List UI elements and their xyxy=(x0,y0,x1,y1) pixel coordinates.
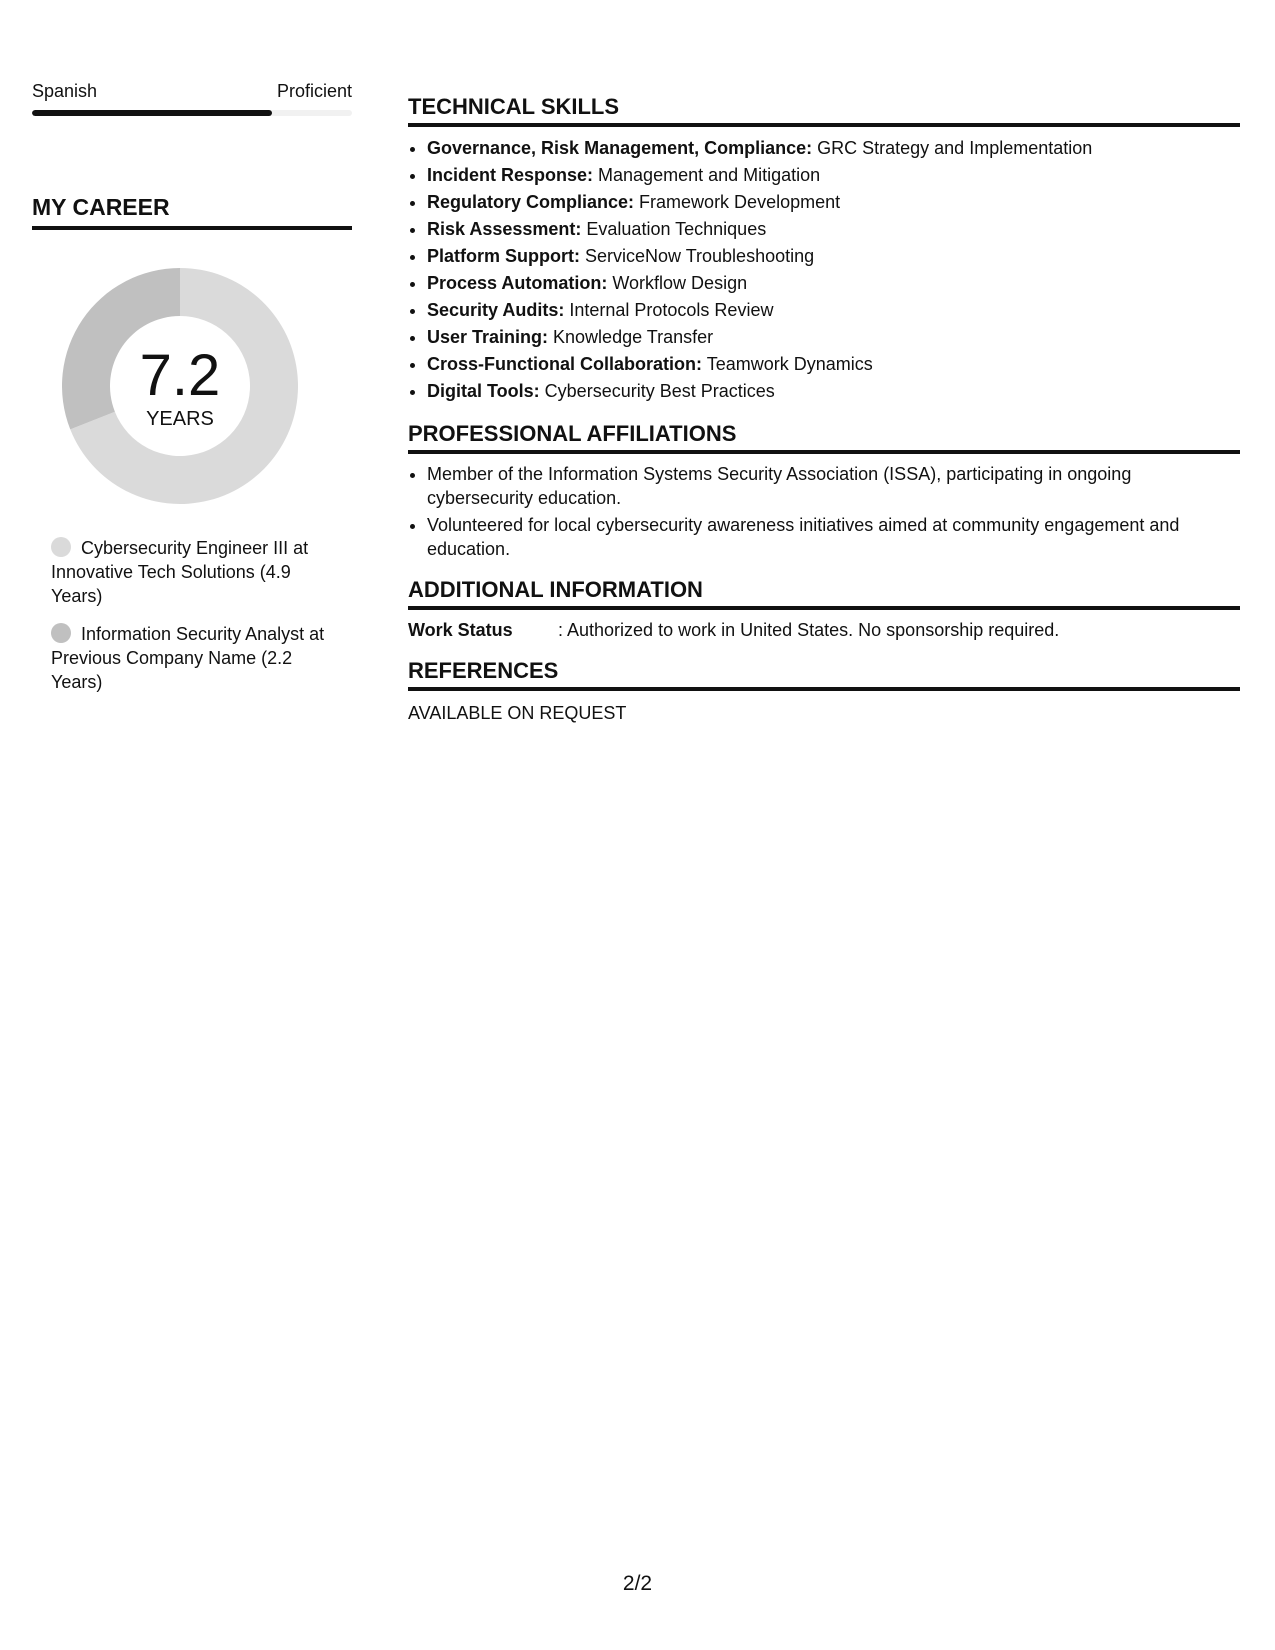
skill-category: Security Audits: xyxy=(427,300,565,320)
skill-item xyxy=(427,378,1240,405)
career-role-label: Cybersecurity Engineer III at Innovative Tech Solutions (4.9 Years) xyxy=(51,538,309,606)
language-proficiency-fill xyxy=(32,110,272,116)
skill-item xyxy=(427,324,1240,351)
skill-item xyxy=(427,351,1240,378)
skill-detail: Management and Mitigation xyxy=(593,165,821,185)
language-level: Proficient xyxy=(276,81,352,101)
career-legend-item xyxy=(51,536,332,608)
work-status-row xyxy=(408,618,1240,642)
skill-detail: GRC Strategy and Implementation xyxy=(812,138,1093,158)
skill-category: Digital Tools: xyxy=(427,381,540,401)
work-status-value: : Authorized to work in United States. No sponsorship required. xyxy=(558,620,1060,640)
work-status-label: Work Status xyxy=(408,620,513,640)
additional-info-section xyxy=(408,577,1240,642)
skill-detail: Workflow Design xyxy=(607,273,748,293)
career-total-value: 7.2 xyxy=(139,343,221,408)
skill-detail: Teamwork Dynamics xyxy=(702,354,873,374)
career-heading: MY CAREER xyxy=(32,194,352,230)
skill-detail: Cybersecurity Best Practices xyxy=(539,381,775,401)
language-row xyxy=(32,80,352,102)
skill-item xyxy=(427,216,1240,243)
career-role-label: Information Security Analyst at Previous Company Name (2.2 Years) xyxy=(51,624,325,692)
affiliations-section xyxy=(408,421,1240,561)
left-column xyxy=(32,80,352,708)
skill-category: Regulatory Compliance: xyxy=(427,192,635,212)
section-heading-references: REFERENCES xyxy=(408,658,1240,691)
career-legend xyxy=(32,536,352,694)
career-total-unit: YEARS xyxy=(146,408,214,430)
references-text: AVAILABLE ON REQUEST xyxy=(408,703,627,723)
career-donut-chart xyxy=(56,262,304,510)
affiliations-list xyxy=(408,462,1240,561)
section-heading-additional-info: ADDITIONAL INFORMATION xyxy=(408,577,1240,610)
right-column xyxy=(408,94,1240,725)
skill-item xyxy=(427,270,1240,297)
skill-detail: ServiceNow Troubleshooting xyxy=(580,246,815,266)
skill-category: Incident Response: xyxy=(427,165,594,185)
language-name: Spanish xyxy=(32,81,98,101)
legend-dot-icon xyxy=(51,623,71,643)
skill-item xyxy=(427,162,1240,189)
skill-category: User Training: xyxy=(427,327,549,347)
skill-category: Process Automation: xyxy=(427,273,608,293)
skill-item xyxy=(427,297,1240,324)
skill-detail: Internal Protocols Review xyxy=(564,300,774,320)
technical-skills-section xyxy=(408,94,1240,405)
skill-category: Governance, Risk Management, Compliance: xyxy=(427,138,813,158)
skill-detail: Evaluation Techniques xyxy=(581,219,767,239)
references-section xyxy=(408,658,1240,725)
skill-item xyxy=(427,189,1240,216)
skill-detail: Knowledge Transfer xyxy=(548,327,714,347)
skill-category: Platform Support: xyxy=(427,246,580,266)
affiliation-item: • Volunteered for local cybersecurity awareness initiatives aimed at community engagement and education. xyxy=(427,513,1240,561)
legend-dot-icon xyxy=(51,537,71,557)
skill-detail: Framework Development xyxy=(634,192,841,212)
section-heading-technical-skills: TECHNICAL SKILLS xyxy=(408,94,1240,127)
skill-category: Risk Assessment: xyxy=(427,219,582,239)
skill-item xyxy=(427,243,1240,270)
section-heading-affiliations: PROFESSIONAL AFFILIATIONS xyxy=(408,421,1240,454)
affiliation-item: • Member of the Information Systems Security Association (ISSA), participating in ongoing cybersecurity education. xyxy=(427,462,1240,510)
skill-item xyxy=(427,135,1240,162)
career-legend-item xyxy=(51,622,332,694)
skills-list xyxy=(408,135,1240,405)
donut-center-label xyxy=(56,262,304,510)
skill-category: Cross-Functional Collaboration: xyxy=(427,354,703,374)
page-number: 2/2 xyxy=(622,1572,653,1595)
language-proficiency-bar xyxy=(32,110,352,116)
